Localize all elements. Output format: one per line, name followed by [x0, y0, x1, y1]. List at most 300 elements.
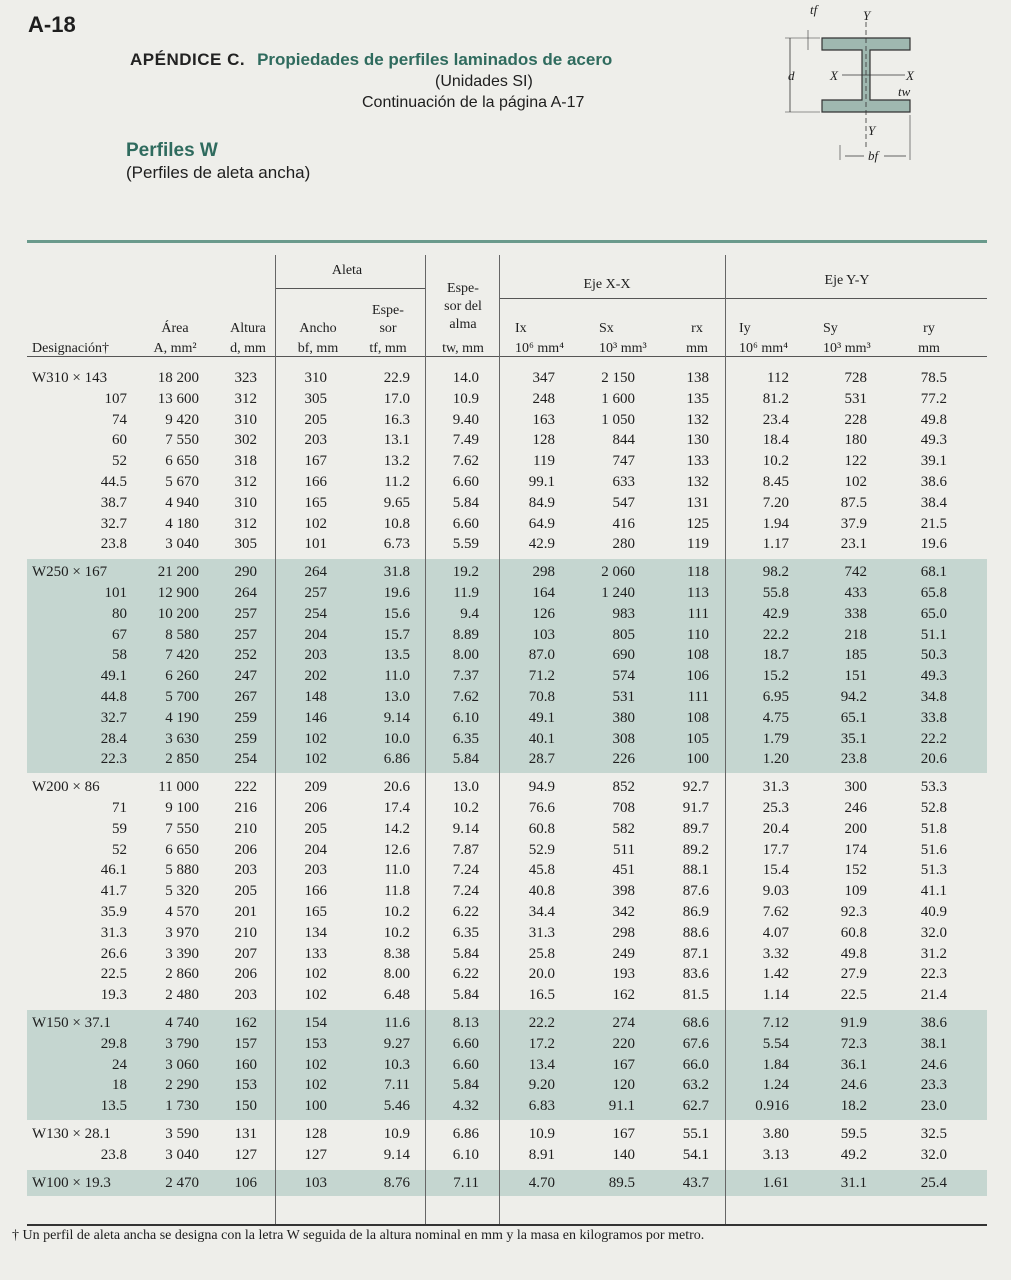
cell-iy: 20.4	[762, 820, 789, 837]
cell-espesor-aleta: 20.6	[383, 779, 410, 796]
units-note: (Unidades SI)	[435, 73, 533, 90]
cell-area: 4 180	[165, 515, 199, 532]
cell-ix: 126	[532, 605, 555, 622]
table-row	[27, 514, 987, 534]
cell-area: 6 650	[165, 841, 199, 858]
cell-area: 2 850	[165, 751, 199, 768]
cell-ry: 24.6	[920, 1056, 947, 1073]
cell-sx: 398	[612, 883, 635, 900]
cell-ix: 248	[532, 390, 555, 407]
cell-alma: 7.11	[453, 1174, 479, 1191]
cell-rx: 54.1	[682, 1146, 709, 1163]
cell-sx: 249	[612, 945, 635, 962]
cell-sy: 94.2	[840, 689, 867, 705]
cell-iy: 4.07	[762, 924, 789, 941]
cell-ancho: 264	[304, 564, 327, 581]
cell-altura: 203	[234, 862, 257, 879]
cell-espesor-aleta: 9.14	[383, 709, 410, 726]
cell-designacion: 74	[112, 411, 127, 428]
cell-rx: 138	[686, 370, 709, 386]
table-row	[27, 368, 987, 388]
cell-sy: 23.8	[840, 751, 867, 768]
appendix-title: Propiedades de perfiles laminados de acero	[257, 50, 613, 69]
cell-alma: 10.2	[452, 800, 479, 816]
cell-ry: 68.1	[920, 564, 947, 581]
cell-ancho: 102	[304, 751, 327, 768]
col-area-header: Área	[161, 321, 189, 336]
cell-sx: 747	[612, 453, 635, 470]
cell-ancho: 153	[304, 1035, 327, 1052]
cell-ry: 49.3	[920, 432, 947, 449]
col-ancho-unit: bf, mm	[297, 341, 339, 356]
cell-ix: 10.9	[528, 1126, 555, 1142]
cell-designacion: 26.6	[100, 945, 127, 962]
cell-designacion: 60	[112, 432, 127, 449]
cell-ix: 8.91	[528, 1146, 555, 1163]
cell-alma: 9.4	[460, 605, 479, 622]
cell-alma: 6.10	[452, 709, 479, 726]
cell-ancho: 203	[304, 862, 327, 879]
cell-area: 7 420	[165, 647, 199, 664]
cell-ancho: 167	[304, 453, 327, 470]
eje-xx-header: Eje X-X	[583, 277, 631, 292]
cell-alma: 10.9	[452, 390, 479, 407]
cell-ancho: 204	[304, 626, 327, 643]
cell-sy: 24.6	[840, 1077, 867, 1094]
cell-designacion: 58	[112, 647, 127, 664]
cell-iy: 1.42	[762, 966, 789, 983]
cell-sy: 728	[844, 370, 867, 386]
cell-ancho: 133	[304, 945, 327, 962]
cell-altura: 257	[234, 626, 257, 643]
cell-designacion: 32.7	[100, 709, 127, 726]
cell-ix: 9.20	[528, 1077, 555, 1094]
cell-sy: 18.2	[840, 1098, 867, 1115]
cell-rx: 111	[687, 605, 709, 622]
cell-iy: 7.62	[762, 904, 789, 920]
cell-alma: 14.0	[452, 370, 479, 386]
col-iy-header: Iy	[739, 321, 751, 336]
cell-espesor-aleta: 9.27	[383, 1035, 410, 1052]
cell-iy: 1.61	[762, 1174, 789, 1191]
table-row	[27, 1013, 987, 1033]
cell-sx: 2 150	[601, 370, 635, 386]
table-row	[27, 1096, 987, 1116]
cell-rx: 88.1	[682, 862, 709, 879]
table-row	[27, 881, 987, 901]
col-sx-header: Sx	[599, 321, 614, 336]
cell-designacion: W130 × 28.1	[32, 1126, 111, 1142]
cell-sx: 633	[612, 474, 635, 490]
cell-sx: 120	[612, 1077, 635, 1094]
cell-iy: 9.03	[762, 883, 789, 900]
cell-ry: 38.6	[920, 1015, 947, 1031]
cell-ry: 38.4	[920, 494, 947, 511]
cell-iy: 18.7	[762, 647, 789, 664]
cell-iy: 17.7	[762, 841, 789, 858]
cell-area: 12 900	[157, 585, 199, 601]
table-row	[27, 749, 987, 769]
d-label: d	[788, 68, 795, 83]
cell-rx: 113	[687, 585, 709, 601]
cell-ancho: 254	[304, 605, 327, 622]
cell-area: 9 100	[165, 800, 199, 816]
col-altura-unit: d, mm	[230, 341, 266, 356]
col-sx-unit: 10³ mm³	[599, 341, 647, 356]
col-ancho-header: Ancho	[299, 321, 337, 336]
cell-espesor-aleta: 10.2	[383, 904, 410, 920]
cell-designacion: W250 × 167	[32, 564, 108, 581]
cell-ancho: 102	[304, 730, 327, 747]
col-sy-header: Sy	[823, 321, 838, 336]
cell-altura: 201	[234, 904, 257, 920]
table-row	[27, 729, 987, 749]
cell-ancho: 165	[304, 904, 327, 920]
cell-ry: 33.8	[920, 709, 947, 726]
table-row	[27, 1173, 987, 1193]
cell-iy: 15.2	[762, 668, 789, 685]
cell-ry: 20.6	[920, 751, 947, 768]
cell-espesor-aleta: 11.8	[384, 883, 410, 900]
cell-espesor-aleta: 10.2	[383, 924, 410, 941]
table-row	[27, 1034, 987, 1054]
table-row	[27, 389, 987, 409]
cell-area: 3 060	[165, 1056, 199, 1073]
col-sy-unit: 10³ mm³	[823, 341, 871, 356]
aleta-group-header: Aleta	[331, 263, 363, 278]
cell-ancho: 202	[304, 668, 327, 685]
cell-alma: 7.62	[452, 689, 479, 705]
cell-area: 1 730	[165, 1098, 199, 1115]
cell-ix: 31.3	[528, 924, 555, 941]
cell-espesor-aleta: 31.8	[383, 564, 410, 581]
table-row	[27, 625, 987, 645]
cell-ix: 128	[532, 432, 555, 449]
col-rx-unit: mm	[686, 341, 708, 356]
cell-rx: 68.6	[682, 1015, 709, 1031]
cell-rx: 100	[686, 751, 709, 768]
cell-sx: 298	[612, 924, 635, 941]
cell-rx: 87.6	[682, 883, 709, 900]
cell-sx: 1 240	[601, 585, 635, 601]
cell-ry: 53.3	[920, 779, 947, 796]
cell-alma: 5.84	[452, 1077, 479, 1094]
cell-sy: 185	[844, 647, 867, 664]
cell-espesor-aleta: 15.7	[383, 626, 410, 643]
cell-espesor-aleta: 11.2	[384, 474, 410, 490]
cell-area: 3 790	[165, 1035, 199, 1052]
cell-sx: 226	[612, 751, 635, 768]
alma-header-line1: Espe-	[447, 281, 479, 296]
table-row	[27, 798, 987, 818]
cell-sx: 193	[612, 966, 635, 983]
cell-alma: 9.14	[452, 820, 479, 837]
cell-alma: 9.40	[452, 411, 479, 428]
cell-ix: 60.8	[528, 820, 555, 837]
column-rule	[725, 255, 726, 1224]
section-subtitle: (Perfiles de aleta ancha)	[126, 163, 311, 182]
cell-espesor-aleta: 9.14	[383, 1146, 410, 1163]
table-row	[27, 1124, 987, 1144]
cell-area: 2 480	[165, 987, 199, 1004]
cell-altura: 210	[234, 820, 257, 837]
cell-rx: 87.1	[682, 945, 709, 962]
cell-espesor-aleta: 13.5	[383, 647, 410, 664]
cell-sy: 742	[844, 564, 867, 581]
cell-ix: 13.4	[528, 1056, 555, 1073]
cell-sx: 380	[612, 709, 635, 726]
cell-espesor-aleta: 13.1	[383, 432, 410, 449]
cell-iy: 18.4	[762, 432, 789, 449]
cell-ancho: 127	[304, 1146, 327, 1163]
cell-ry: 23.0	[920, 1098, 947, 1115]
cell-espesor-aleta: 17.4	[383, 800, 410, 816]
cell-sy: 109	[844, 883, 867, 900]
cell-alma: 7.62	[452, 453, 479, 470]
cell-espesor-aleta: 8.76	[383, 1174, 410, 1191]
cell-ry: 22.3	[920, 966, 947, 983]
cell-ancho: 205	[304, 820, 327, 837]
cell-altura: 252	[234, 647, 257, 664]
col-area-unit: A, mm²	[153, 341, 197, 356]
cell-sx: 451	[612, 862, 635, 879]
cell-alma: 8.89	[452, 626, 479, 643]
cell-ry: 34.8	[920, 689, 947, 705]
cell-iy: 42.9	[762, 605, 789, 622]
cell-ry: 50.3	[920, 647, 947, 664]
cell-sx: 582	[612, 820, 635, 837]
cell-alma: 8.13	[452, 1015, 479, 1031]
cell-ix: 76.6	[528, 800, 555, 816]
table-row	[27, 708, 987, 728]
cell-alma: 19.2	[452, 564, 479, 581]
cell-espesor-aleta: 7.11	[384, 1077, 410, 1094]
cell-designacion: 23.8	[100, 1146, 127, 1163]
cell-rx: 125	[686, 515, 709, 532]
cell-altura: 254	[234, 751, 257, 768]
col-rx-header: rx	[691, 321, 703, 336]
cell-iy: 55.8	[762, 585, 789, 601]
cell-iy: 10.2	[762, 453, 789, 470]
cell-sx: 280	[612, 536, 635, 553]
cell-altura: 312	[234, 474, 257, 490]
cell-altura: 150	[234, 1098, 257, 1115]
cell-ry: 21.4	[920, 987, 947, 1004]
cell-ry: 32.5	[920, 1126, 947, 1142]
cell-rx: 92.7	[682, 779, 709, 796]
cell-rx: 88.6	[682, 924, 709, 941]
col-ix-header: Ix	[515, 321, 527, 336]
col-ry-unit: mm	[918, 341, 940, 356]
cell-altura: 259	[234, 730, 257, 747]
cell-espesor-aleta: 13.0	[383, 689, 410, 705]
cell-designacion: 46.1	[100, 862, 127, 879]
cell-altura: 257	[234, 605, 257, 622]
cell-alma: 11.9	[453, 585, 479, 601]
table-top-rule	[27, 240, 987, 243]
cell-espesor-aleta: 19.6	[383, 585, 410, 601]
cell-espesor-aleta: 6.48	[383, 987, 410, 1004]
table-row	[27, 666, 987, 686]
cell-rx: 66.0	[682, 1056, 709, 1073]
cell-altura: 302	[234, 432, 257, 449]
cell-rx: 67.6	[682, 1035, 709, 1052]
table-row	[27, 687, 987, 707]
cell-designacion: 22.3	[100, 751, 127, 768]
cell-designacion: 31.3	[100, 924, 127, 941]
cell-ancho: 100	[304, 1098, 327, 1115]
cell-altura: 267	[234, 689, 257, 705]
table-row	[27, 493, 987, 513]
col-altura-header: Altura	[230, 321, 266, 336]
cell-designacion: 29.8	[100, 1035, 127, 1052]
cell-area: 3 040	[165, 536, 199, 553]
cell-area: 6 260	[165, 668, 199, 685]
cell-ancho: 154	[304, 1015, 327, 1031]
cell-ry: 51.3	[920, 862, 947, 879]
footnote: † Un perfil de aleta ancha se designa con la letra W seguida de la altura nominal en mm y la masa en kilogramos por metro.	[12, 1228, 705, 1243]
bf-label: bf	[868, 148, 879, 163]
cell-sy: 65.1	[840, 709, 867, 726]
cell-ix: 94.9	[528, 779, 555, 796]
cell-sx: 1 600	[601, 390, 635, 407]
cell-area: 2 290	[165, 1077, 199, 1094]
cell-ancho: 166	[304, 474, 327, 490]
cell-sx: 220	[612, 1035, 635, 1052]
cell-rx: 119	[687, 536, 709, 553]
cell-area: 11 000	[158, 779, 199, 796]
cell-espesor-aleta: 16.3	[383, 411, 410, 428]
cell-altura: 160	[234, 1056, 257, 1073]
cell-designacion: 35.9	[100, 904, 127, 920]
cell-iy: 1.17	[762, 536, 789, 553]
cell-area: 10 200	[157, 605, 199, 622]
cell-designacion: 49.1	[100, 668, 127, 685]
cell-iy: 1.84	[762, 1056, 789, 1073]
cell-designacion: 67	[112, 626, 127, 643]
cell-altura: 206	[234, 841, 257, 858]
cell-sy: 200	[844, 820, 867, 837]
table-row	[27, 1145, 987, 1165]
cell-espesor-aleta: 17.0	[383, 390, 410, 407]
cell-espesor-aleta: 8.00	[383, 966, 410, 983]
cell-designacion: 41.7	[100, 883, 127, 900]
cell-iy: 0.916	[755, 1098, 789, 1115]
cell-iy: 15.4	[762, 862, 789, 879]
cell-rx: 106	[686, 668, 709, 685]
cell-alma: 13.0	[452, 779, 479, 796]
cell-sx: 852	[612, 779, 635, 796]
cell-designacion: 107	[104, 390, 127, 407]
cell-alma: 6.60	[452, 515, 479, 532]
cell-ancho: 102	[304, 966, 327, 983]
cell-altura: 305	[234, 536, 257, 553]
table-row	[27, 964, 987, 984]
cell-rx: 131	[686, 494, 709, 511]
table-row	[27, 430, 987, 450]
cell-ix: 45.8	[528, 862, 555, 879]
table-row	[27, 819, 987, 839]
table-row	[27, 902, 987, 922]
table-row	[27, 944, 987, 964]
cell-espesor-aleta: 10.3	[383, 1056, 410, 1073]
cell-ancho: 305	[304, 390, 327, 407]
cell-area: 13 600	[157, 390, 199, 407]
cell-ix: 28.7	[528, 751, 555, 768]
cell-rx: 118	[687, 564, 709, 581]
cell-altura: 290	[234, 564, 257, 581]
column-rule	[275, 255, 276, 1224]
cell-espesor-aleta: 6.86	[383, 751, 410, 768]
table-row	[27, 840, 987, 860]
cell-iy: 112	[767, 370, 789, 386]
cell-ry: 41.1	[920, 883, 947, 900]
cell-ix: 16.5	[528, 987, 555, 1004]
cell-rx: 111	[687, 689, 709, 705]
cell-alma: 7.49	[452, 432, 479, 449]
cell-area: 3 040	[165, 1146, 199, 1163]
cell-altura: 162	[234, 1015, 257, 1031]
cell-altura: 312	[234, 390, 257, 407]
cell-ix: 163	[532, 411, 555, 428]
cell-rx: 110	[687, 626, 709, 643]
cell-area: 3 390	[165, 945, 199, 962]
w-shapes-table	[27, 240, 987, 1226]
table-row	[27, 451, 987, 471]
cell-sx: 983	[612, 605, 635, 622]
cell-iy: 31.3	[762, 779, 789, 796]
cell-sy: 300	[844, 779, 867, 796]
cell-ry: 25.4	[920, 1174, 947, 1191]
cell-rx: 89.2	[682, 841, 709, 858]
cell-ancho: 134	[304, 924, 327, 941]
cell-ancho: 204	[304, 841, 327, 858]
cell-sx: 140	[612, 1146, 635, 1163]
cell-area: 5 320	[165, 883, 199, 900]
cell-sy: 37.9	[840, 515, 867, 532]
table-row	[27, 923, 987, 943]
cell-ry: 38.6	[920, 474, 947, 490]
cell-ancho: 166	[304, 883, 327, 900]
cell-area: 4 740	[165, 1015, 199, 1031]
cell-area: 4 570	[165, 904, 199, 920]
cell-sy: 151	[844, 668, 867, 685]
cell-iy: 1.14	[762, 987, 789, 1004]
cell-sy: 31.1	[840, 1174, 867, 1191]
table-row	[27, 860, 987, 880]
cell-ancho: 128	[304, 1126, 327, 1142]
table-row	[27, 583, 987, 603]
cell-ix: 71.2	[528, 668, 555, 685]
cell-ancho: 102	[304, 515, 327, 532]
cell-ancho: 103	[304, 1174, 327, 1191]
cell-designacion: 52	[112, 453, 127, 470]
cell-ancho: 203	[304, 432, 327, 449]
cell-ix: 40.8	[528, 883, 555, 900]
cell-sy: 35.1	[840, 730, 867, 747]
cell-ry: 21.5	[920, 515, 947, 532]
cell-ancho: 148	[304, 689, 327, 705]
cell-designacion: W310 × 143	[32, 370, 108, 386]
cell-designacion: 101	[104, 585, 127, 601]
cell-ry: 40.9	[920, 904, 947, 920]
cell-alma: 6.60	[452, 1035, 479, 1052]
cell-sx: 708	[612, 800, 635, 816]
cell-alma: 7.37	[452, 668, 479, 685]
cell-alma: 5.59	[452, 536, 479, 553]
cell-rx: 135	[686, 390, 709, 407]
table-row	[27, 410, 987, 430]
